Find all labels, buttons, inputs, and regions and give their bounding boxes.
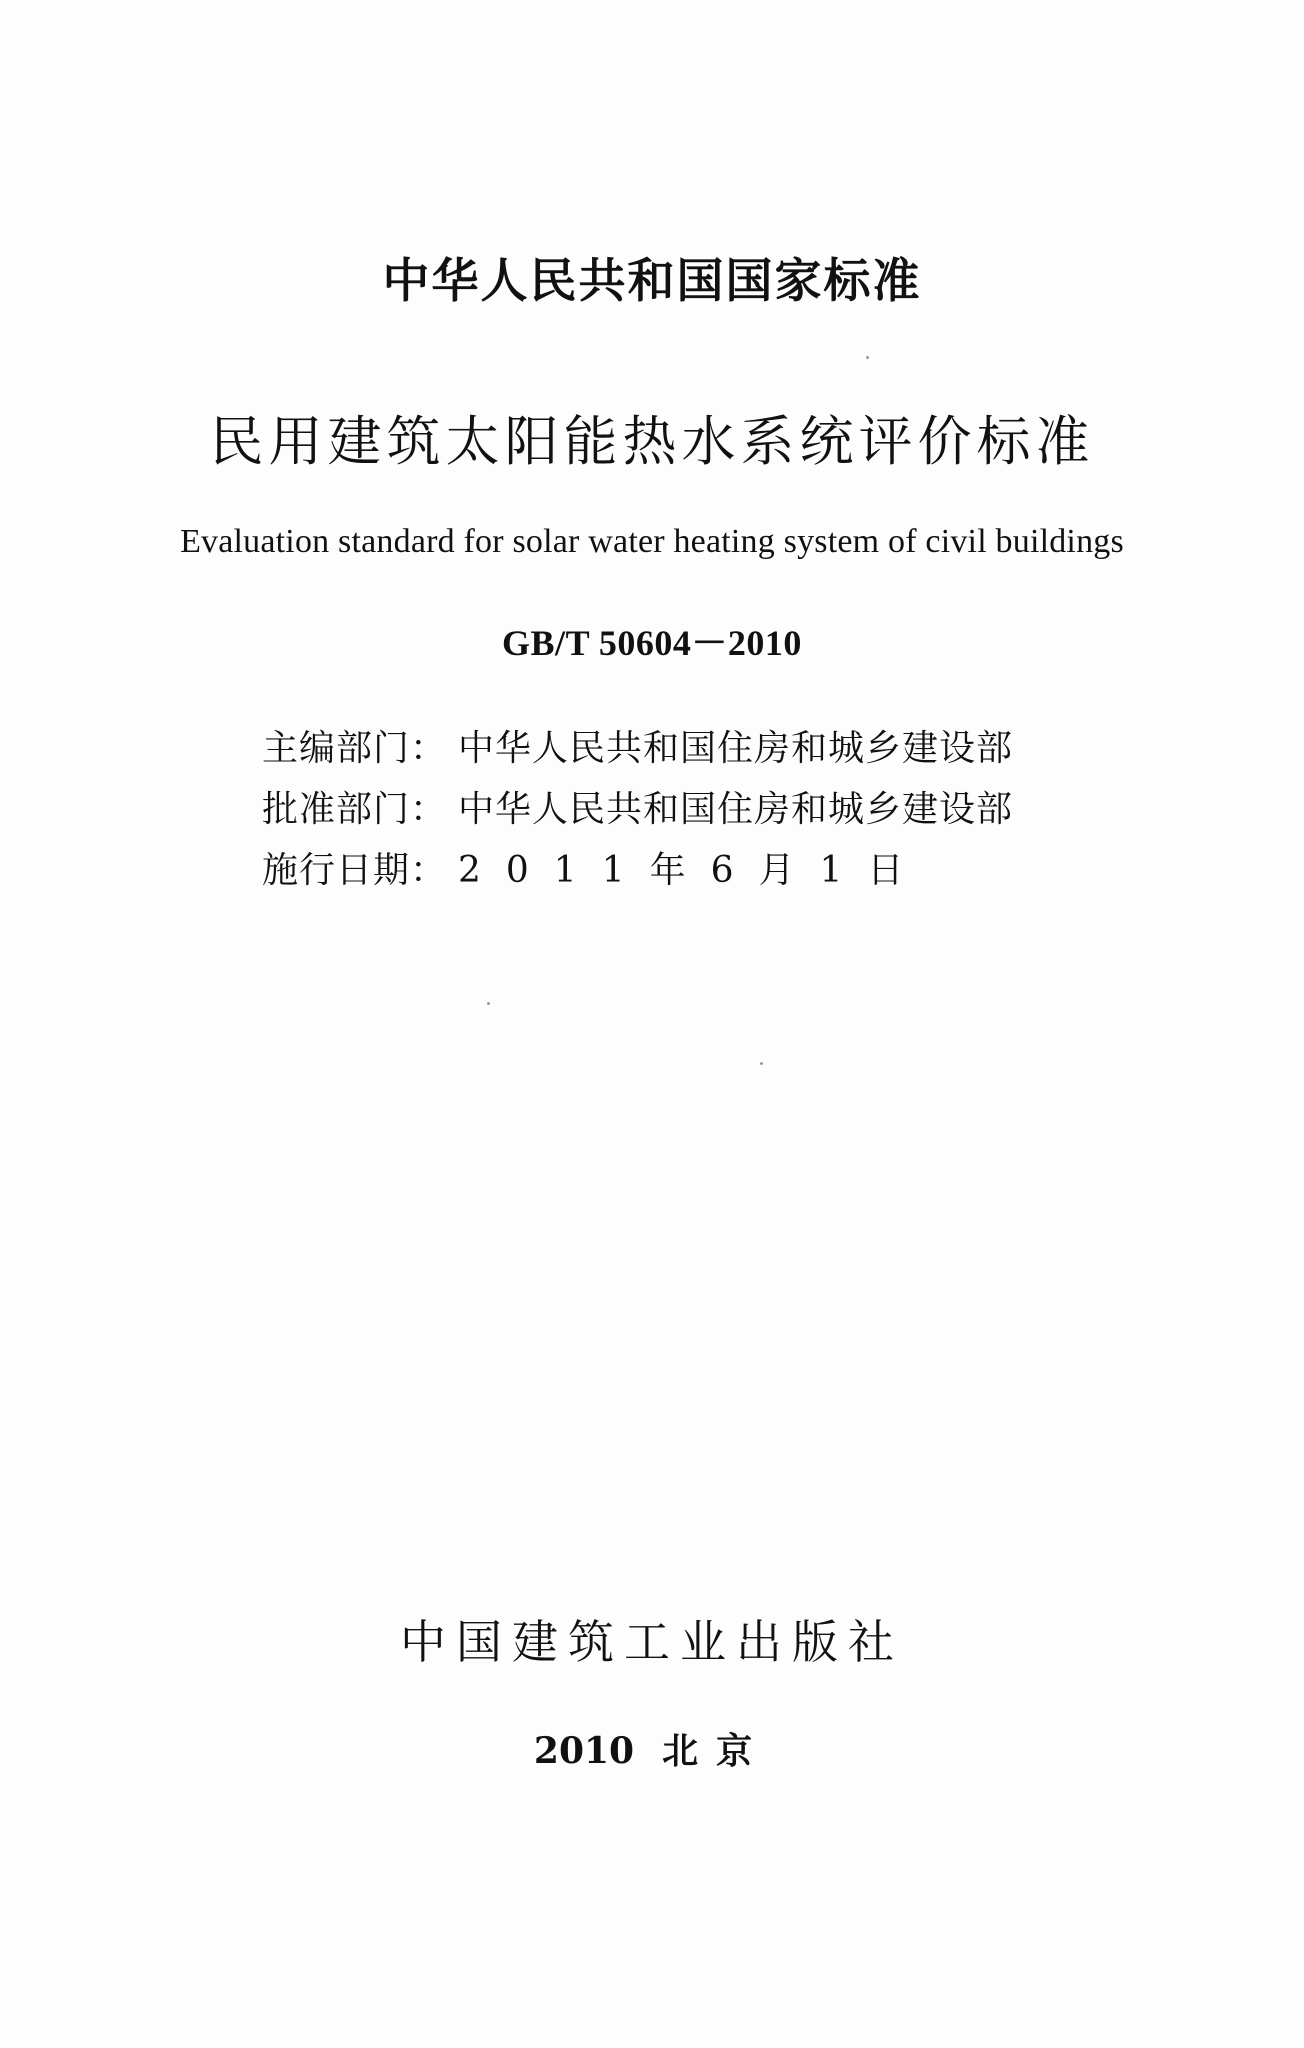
scan-speck [866, 356, 869, 359]
main-title: 民用建筑太阳能热水系统评价标准 [209, 410, 1095, 473]
editor-label: 主编部门： [262, 728, 448, 769]
publication-year: 2010 [533, 1730, 635, 1772]
publication-city: 北京 [662, 1730, 771, 1772]
metadata-block [262, 718, 1082, 901]
editor-value: 中华人民共和国住房和城乡建设部 [458, 728, 1014, 769]
effective-date-row [262, 840, 1082, 901]
scan-speck [487, 1002, 490, 1005]
standard-code: GB/T 50604－2010 [502, 623, 802, 663]
publication-place [0, 1728, 1304, 1774]
publisher-name: 中国建筑工业出版社 [400, 1615, 904, 1669]
english-title: Evaluation standard for solar water heating system of civil buildings [180, 523, 1124, 560]
series-title: 中华人民共和国国家标准 [382, 254, 922, 309]
approver-row [262, 779, 1082, 840]
approver-value: 中华人民共和国住房和城乡建设部 [458, 789, 1014, 830]
effective-date-label: 施行日期： [262, 850, 448, 891]
scan-speck [760, 1062, 763, 1065]
effective-date-value: 2011年6月1日 [458, 850, 929, 891]
editor-row [262, 718, 1082, 779]
approver-label: 批准部门： [262, 789, 448, 830]
